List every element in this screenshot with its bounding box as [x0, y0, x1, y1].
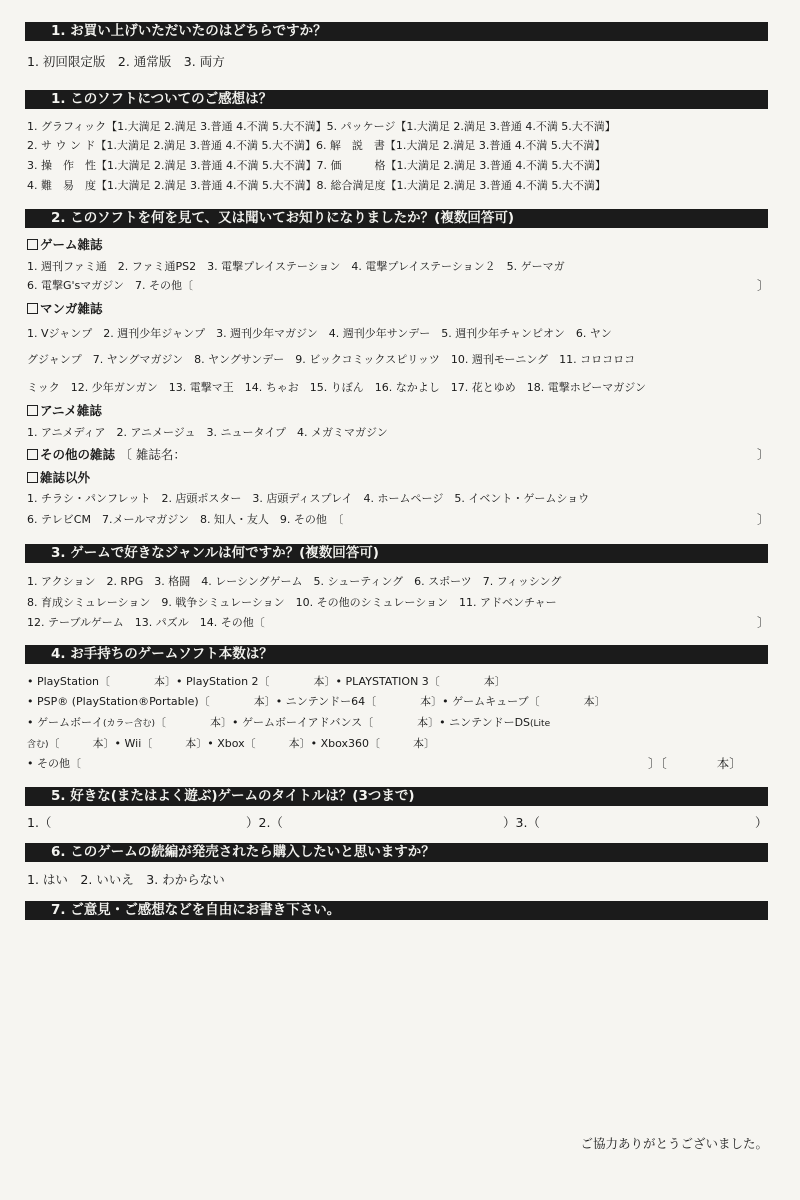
genre-row-3: 12. テーブルゲーム 13. パズル 14. その他〔	[27, 616, 265, 629]
title-1-open: 1.（	[27, 815, 52, 830]
section-3-header: 3. ゲームで好きなジャンルは何ですか？(複数回答可)	[25, 544, 768, 563]
manga-row-3: ミック 12. 少年ガンガン 13. 電撃マ王 14. ちゃお 15. りぼん 16. なかよし 17. 花とゆめ 18. 電撃ホビーマガジン	[27, 381, 646, 394]
purchase-options: 1. 初回限定版 2. 通常版 3. 両方	[27, 54, 225, 69]
sequel-options: 1. はい 2. いいえ 3. わからない	[27, 872, 225, 887]
title-3-close: ）	[755, 815, 768, 830]
game-magazine-row-2: 6. 電撃G'sマガジン 7. その他〔	[27, 279, 193, 292]
checkbox-icon	[27, 472, 38, 483]
other-count-bracket: 〕〔 本〕	[648, 756, 742, 771]
manga-row-2: グジャンプ 7. ヤングマガジン 8. ヤングサンデー 9. ビックコミックスピリッツ 10. 週刊モーニング 11. コロコロコ	[27, 353, 636, 366]
software-count-row-1: • PlayStation〔 本〕• PlayStation 2〔 本〕• PLAYSTATION 3〔 本〕	[27, 675, 506, 688]
anime-row-1: 1. アニメディア 2. アニメージュ 3. ニュータイプ 4. メガミマガジン	[27, 426, 388, 439]
rating-row-2: 2. サ ウ ン ド【1.大満足 2.満足 3.普通 4.不満 5.大不満】6. 解 説 書【1.大満足 2.満足 3.普通 4.不満 5.大不満】	[27, 139, 606, 152]
section-2-header: 2. このソフトを何を見て、又は聞いてお知りになりましたか？(複数回答可)	[25, 209, 768, 228]
title-3-open: ）3.（	[503, 815, 540, 830]
game-magazine-label: ゲーム雑誌	[27, 237, 103, 253]
non-magazine-row-2: 6. テレビCM 7.メールマガジン 8. 知人・友人 9. その他 〔	[27, 513, 344, 526]
genre-row-2: 8. 育成シミュレーション 9. 戦争シミュレーション 10. その他のシミュレーション 11. アドベンチャー	[27, 596, 557, 609]
software-count-row-3: • ゲームボーイ(カラー含む)〔 本〕• ゲームボーイアドバンス〔 本〕• ニンテンドーDS(Lite	[27, 716, 551, 729]
section-6-header: 6. このゲームの続編が発売されたら購入したいと思いますか？	[25, 843, 768, 862]
checkbox-icon	[27, 405, 38, 416]
software-count-row-4: 含む)〔 本〕• Wii〔 本〕• Xbox〔 本〕• Xbox360〔 本〕	[27, 737, 436, 750]
bracket-close: 〕	[757, 278, 770, 293]
rating-row-3: 3. 操 作 性【1.大満足 2.満足 3.普通 4.不満 5.大不満】7. 価 格【1.大満足 2.満足 3.普通 4.不満 5.大不満】	[27, 159, 606, 172]
section-1b-header: 1. このソフトについてのご感想は？	[25, 90, 768, 109]
title-2-open: ）2.（	[246, 815, 283, 830]
section-5-header: 5. 好きな(またはよく遊ぶ)ゲームのタイトルは？(3つまで)	[25, 787, 768, 806]
non-magazine-row-1: 1. チラシ・パンフレット 2. 店頭ポスター 3. 店頭ディスプレイ 4. ホームページ 5. イベント・ゲームショウ	[27, 492, 590, 505]
checkbox-icon	[27, 239, 38, 250]
non-magazine-label: 雑誌以外	[27, 470, 90, 486]
section-7-header: 7. ご意見・ご感想などを自由にお書き下さい。	[25, 901, 768, 920]
manga-row-1: 1. Vジャンプ 2. 週刊少年ジャンプ 3. 週刊少年マガジン 4. 週刊少年サンデー 5. 週刊少年チャンピオン 6. ヤン	[27, 327, 612, 340]
anime-magazine-label: アニメ雑誌	[27, 403, 102, 419]
other-magazine-label: その他の雑誌 〔 雑誌名：	[27, 447, 186, 463]
checkbox-icon	[27, 303, 38, 314]
game-magazine-row-1: 1. 週刊ファミ通 2. ファミ通PS2 3. 電撃プレイステーション 4. 電撃プレイステーション２ 5. ゲーマガ	[27, 260, 565, 273]
bracket-close: 〕	[757, 447, 770, 462]
manga-magazine-label: マンガ雑誌	[27, 301, 103, 317]
software-count-row-2: • PSP® (PlayStation®Portable)〔 本〕• ニンテンドー64〔 本〕• ゲームキューブ〔 本〕	[27, 695, 606, 708]
bracket-close: 〕	[757, 512, 770, 527]
closing-message: ご協力ありがとうございました。	[580, 1136, 768, 1151]
software-count-row-5: • その他〔	[27, 757, 81, 770]
section-4-header: 4. お手持ちのゲームソフト本数は？	[25, 645, 768, 664]
genre-row-1: 1. アクション 2. RPG 3. 格闘 4. レーシングゲーム 5. シューティング 6. スポーツ 7. フィッシング	[27, 575, 562, 588]
checkbox-icon	[27, 449, 38, 460]
section-1a-header: 1. お買い上げいただいたのはどちらですか？	[25, 22, 768, 41]
bracket-close: 〕	[757, 615, 770, 630]
rating-row-4: 4. 難 易 度【1.大満足 2.満足 3.普通 4.不満 5.大不満】8. 総合満足度【1.大満足 2.満足 3.普通 4.不満 5.大不満】	[27, 179, 606, 192]
rating-row-1: 1. グラフィック【1.大満足 2.満足 3.普通 4.不満 5.大不満】5. パッケージ【1.大満足 2.満足 3.普通 4.不満 5.大不満】	[27, 120, 616, 133]
